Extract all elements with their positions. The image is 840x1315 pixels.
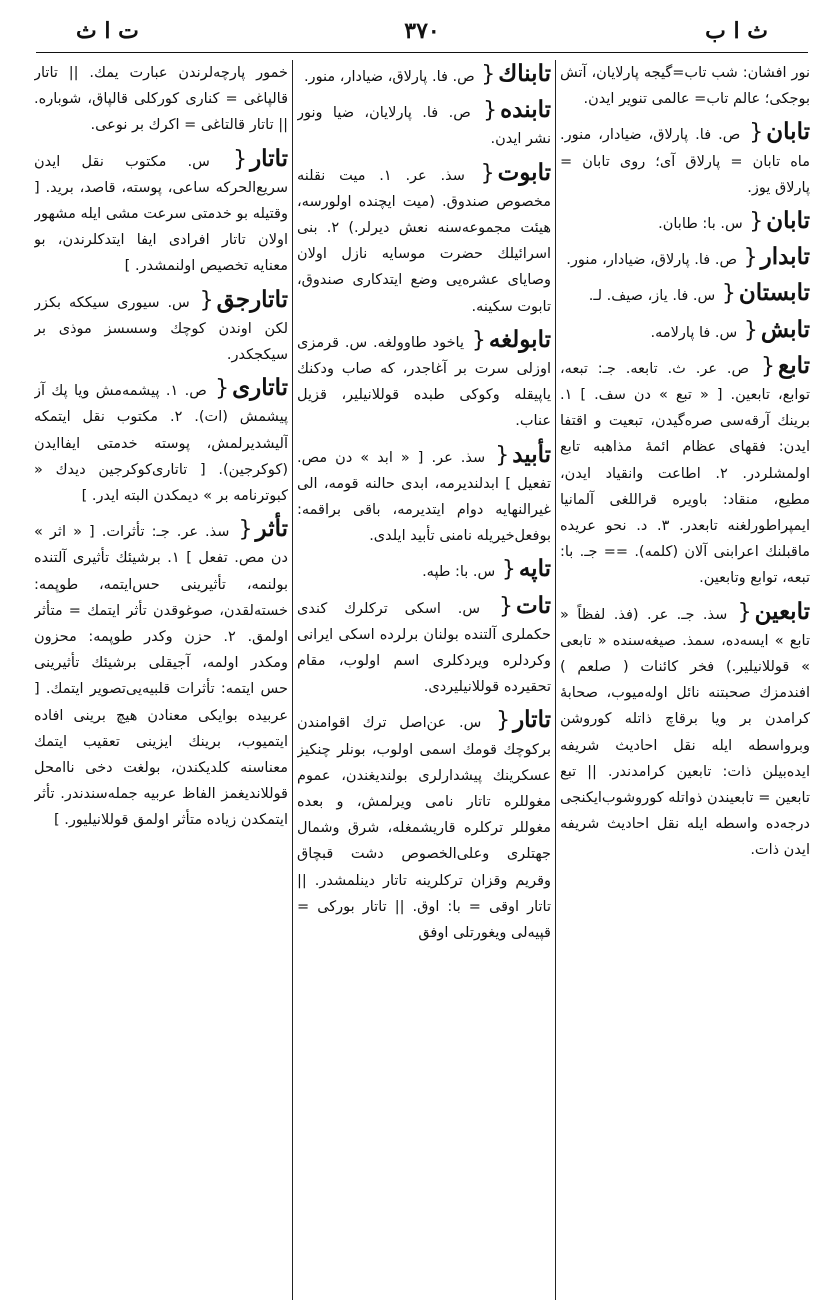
entry-headword: تابناك xyxy=(498,60,551,87)
column-right xyxy=(560,60,810,1300)
entry-headword: تابوت xyxy=(497,158,551,186)
dictionary-entry xyxy=(560,243,810,273)
brace-glyph: { xyxy=(501,557,516,583)
entry-definition: یاخود طاوولغه. س. قرمزی اوزلی سرت بر آغاجدر، که صاب ودکنك یاپیقله وکوکی طبده قوللانیلیر، قزیل عناب. xyxy=(297,334,551,430)
entry-definition: س. سیوری سیککه بکزر لکن اوندن کوچك وسسسز موذی بر سیکجکدر. xyxy=(34,294,288,364)
brace-glyph: { xyxy=(721,281,736,307)
dictionary-entry xyxy=(560,118,810,201)
entry-headword: تاتاری xyxy=(232,374,288,402)
header-letters-right: ث ا ب xyxy=(705,18,768,44)
brace-glyph: { xyxy=(481,62,496,87)
entry-definition: ص. ١. پیشمه‌مش ویا پك آز پیشمش (ات). ٢. مکتوب نقل ایتمکه آلیشدیرلمش، پوسته خدمتی ایفاایدن (کوکرجین). [ تاتاری‌کوکرجین دیدك « کبوترنامه بر » دیمکدن البته ایدر. ] xyxy=(34,383,288,505)
entry-definition: ص. فا. پارلاق، ضیادار، منور. ماه تابان = پارلاق آی؛ روی تابان = پارلاق یوز. xyxy=(560,127,810,196)
brace-glyph: { xyxy=(749,209,764,235)
entry-definition: س. عن‌اصل ترك اقوامندن برکوچك قومك اسمی اولوب، بونلر چنکیز عسکرینك پیشدارلری بولندیغندن، عموم مغوللره تاتار نامی ویرلمش، و بعده مغوللر ترکلره قاریشمغله، شرق وشمال جهتلری وعلی‌الخصوص دشت قبچاق وقریم وقزان ترکلرینه تاتار دینلمشدر. || تاتار اوقی = با: اوق. || تاتار بورکی = قپیه‌لی ویغورتلی اوفق xyxy=(297,715,551,942)
entry-headword: تابعین xyxy=(754,597,810,625)
dictionary-entry xyxy=(560,352,810,592)
dictionary-entry xyxy=(560,207,810,237)
brace-glyph: { xyxy=(737,599,752,625)
dictionary-entry xyxy=(560,598,810,864)
entry-definition: سذ. عر. [ « ابد » دن مص. تفعیل ] ابدلندیرمه، ابدی حالنه قومه، الی غیرالنهایه دوام ایتدیرمه، باقی براقمه: بوفعل‌خیریله نامنی تأبید ایلدی. xyxy=(297,449,551,545)
column-divider xyxy=(292,60,293,1300)
brace-glyph: { xyxy=(496,708,511,734)
dictionary-entry xyxy=(560,279,810,309)
column-middle xyxy=(297,60,551,1300)
entry-headword: تابان xyxy=(766,118,810,146)
dictionary-entry xyxy=(560,316,810,346)
entry-definition: س. فا پارلامه. xyxy=(650,324,738,341)
dictionary-entry xyxy=(297,159,551,320)
entry-definition: سذ. عر. جـ: تأثرات. [ « اثر » دن مص. تفعل ] ١. برشیئك تأثیری آلتنده بولنمه، تأثیرینی حس‌ایتمه، طوپمه: خسته‌لقدن، صوغوقدن تأثر ایتمك = متأثر اولمق. ٢. حزن وکدر طوپمه: محزون ومکدر اولمه، آجیقلی برشیئك تأثیرینی حس ایتمه: تأثرات قلبیه‌یی‌تصویر ایتمك. [ عربیده بوایکی معنادن هیچ برینی افاده ایتمیوب، برینك ایزینی تعقیب ایتمك معناسنه کلدیکندن، بولغت دخی ناامحل قوللاندیغمز الفاظ عربیه جمله‌سندندر. تأثر ایتمکدن زیاده متأثر اولمق قوللانیلیور. ] xyxy=(34,524,288,829)
entry-definition: خمور پارچه‌لرندن عبارت یمك. || تاتار قالپاغی = کناری کورکلی قالپاق، شوباره. || تاتار قالتاغی = اکرك بر نوعی. xyxy=(34,65,288,134)
page-header xyxy=(36,16,808,53)
entry-headword: تابولغه xyxy=(488,325,551,353)
column-left xyxy=(34,60,288,1300)
entry-headword: تأبید xyxy=(512,440,551,468)
dictionary-entry xyxy=(297,326,551,435)
dictionary-entry xyxy=(34,60,288,139)
entry-definition: س. مکتوب نقل ایدن سریع‌الحرکه ساعی، پوسته، قاصد، برید. [ وقتیله بو خدمتی سرعت مشی ایله مشهور اولان تاتار افرادی ایفا ایتدکلرندن، بو معنایه تخصیص اولنمشدر. ] xyxy=(34,153,288,275)
header-letters-left: ت ا ث xyxy=(76,18,139,44)
dictionary-entry xyxy=(297,555,551,585)
brace-glyph: { xyxy=(215,376,230,402)
brace-glyph: { xyxy=(743,245,758,271)
column-divider xyxy=(555,60,556,1300)
dictionary-entry xyxy=(560,60,810,112)
entry-definition: س. فا. یاز، صیف. لـ. xyxy=(588,288,716,305)
entry-headword: تابع xyxy=(777,351,810,379)
brace-glyph: { xyxy=(498,593,513,619)
entry-definition: س. با: طابان. xyxy=(658,216,743,233)
brace-glyph: { xyxy=(483,98,498,124)
entry-definition: سذ. جـ. عر. (فذ. لفظاً « تابع » ایسه‌ده، سمذ. صیغه‌سنده « تابعی » قوللانیلیر.) فخر کائنات ( صلعم ) افندمزك صحبتنه نائل اوله‌میوب، صحابهٔ کرامدن بر ویا برقاچ ذاتله کوروشن وبرواسطه ایله نقل احادیث شریفه ایده‌بیلن ذات: تابعین کرامدندر. || تبع تابعین = تابعیندن ذواتله کوروشوب‌ایکنجی درجه‌ده واسطه ایله نقل احادیث شریفه ایدن ذات. xyxy=(560,606,810,859)
entry-definition: ص. فا. پارلاق، ضیادار، منور. xyxy=(303,69,475,85)
brace-glyph: { xyxy=(495,442,510,468)
entry-headword: تابدار xyxy=(760,243,810,271)
entry-definition: ص. عر. ث. تابعه. جـ: تبعه، توابع، تابعین. [ « تبع » دن سف. ] ١. برینك آرقه‌سی صره‌گیدن، تبعیت و اقتفا ایدن: فقهای عظام ائمهٔ مذاهبه تابع اولمشلردر. ٢. اطاعت وانقیاد ایدن، مطیع، منقاد: باویره قراللغی آلمانیا ایمپراطورلغنه تابعدر. ٣. د. نحو عریده ماقبلنك اعرابنی آلان (کلمه). == جـ. با: تبعه، توابع وتابعین. xyxy=(560,360,810,587)
entry-headword: تابش xyxy=(760,315,810,343)
brace-glyph: { xyxy=(749,120,764,146)
entry-definition: س. با: طپه. xyxy=(422,564,496,581)
brace-glyph: { xyxy=(233,146,248,172)
entry-headword: تاتار xyxy=(250,144,288,172)
dictionary-entry xyxy=(34,145,288,280)
dictionary-entry xyxy=(297,60,551,90)
entry-headword: تابستان xyxy=(738,279,810,307)
entry-headword: تابنده xyxy=(500,96,551,124)
entry-headword: تاتارجق xyxy=(216,285,288,313)
dictionary-entry xyxy=(297,592,551,701)
dictionary-entry xyxy=(34,515,288,833)
entry-headword: تات xyxy=(515,591,551,619)
entry-definition: ص. فا. پارلایان، ضیا ونور نشر ایدن. xyxy=(297,105,551,148)
brace-glyph: { xyxy=(471,327,486,353)
entry-definition: ص. فا. پارلاق، ضیادار، منور. xyxy=(566,252,737,269)
dictionary-entry xyxy=(297,96,551,152)
entry-definition: س. اسکی ترکلرك کندی حکملری آلتنده بولنان برلرده اسکی ایرانی وکردلره ویردکلری اسم اولوب، مقام تحقیرده قوللانیلیردی. xyxy=(297,600,551,696)
brace-glyph: { xyxy=(743,317,758,343)
entry-headword: تاپه xyxy=(518,555,551,583)
page-number: ٣٧٠ xyxy=(404,18,440,44)
entry-headword: تابان xyxy=(766,207,810,235)
entry-headword: تأثر xyxy=(255,515,288,543)
brace-glyph: { xyxy=(199,287,214,313)
entry-definition: سذ. عر. ١. میت نقلنه مخصوص صندوق. (میت ایچنده اولورسه، هیئت مجموعه‌سنه نعش دیرلر.) ٢. بنی اسرائیلك حضرت موسایه نازل اولان وصایای عشره‌یی وضع ایتدکاری صندوق، تابوت سکینه. xyxy=(297,167,551,315)
brace-glyph: { xyxy=(238,517,253,543)
dictionary-entry xyxy=(297,706,551,946)
dictionary-entry xyxy=(34,374,288,509)
brace-glyph: { xyxy=(480,160,495,186)
dictionary-entry xyxy=(34,286,288,369)
entry-headword: تاتار xyxy=(513,706,551,734)
entry-definition: نور افشان: شب تاب=گیجه پارلایان، آتش بوجکی؛ عالم تاب= عالمی تنویر ایدن. xyxy=(560,65,810,108)
brace-glyph: { xyxy=(760,353,775,379)
dictionary-entry xyxy=(297,441,551,550)
